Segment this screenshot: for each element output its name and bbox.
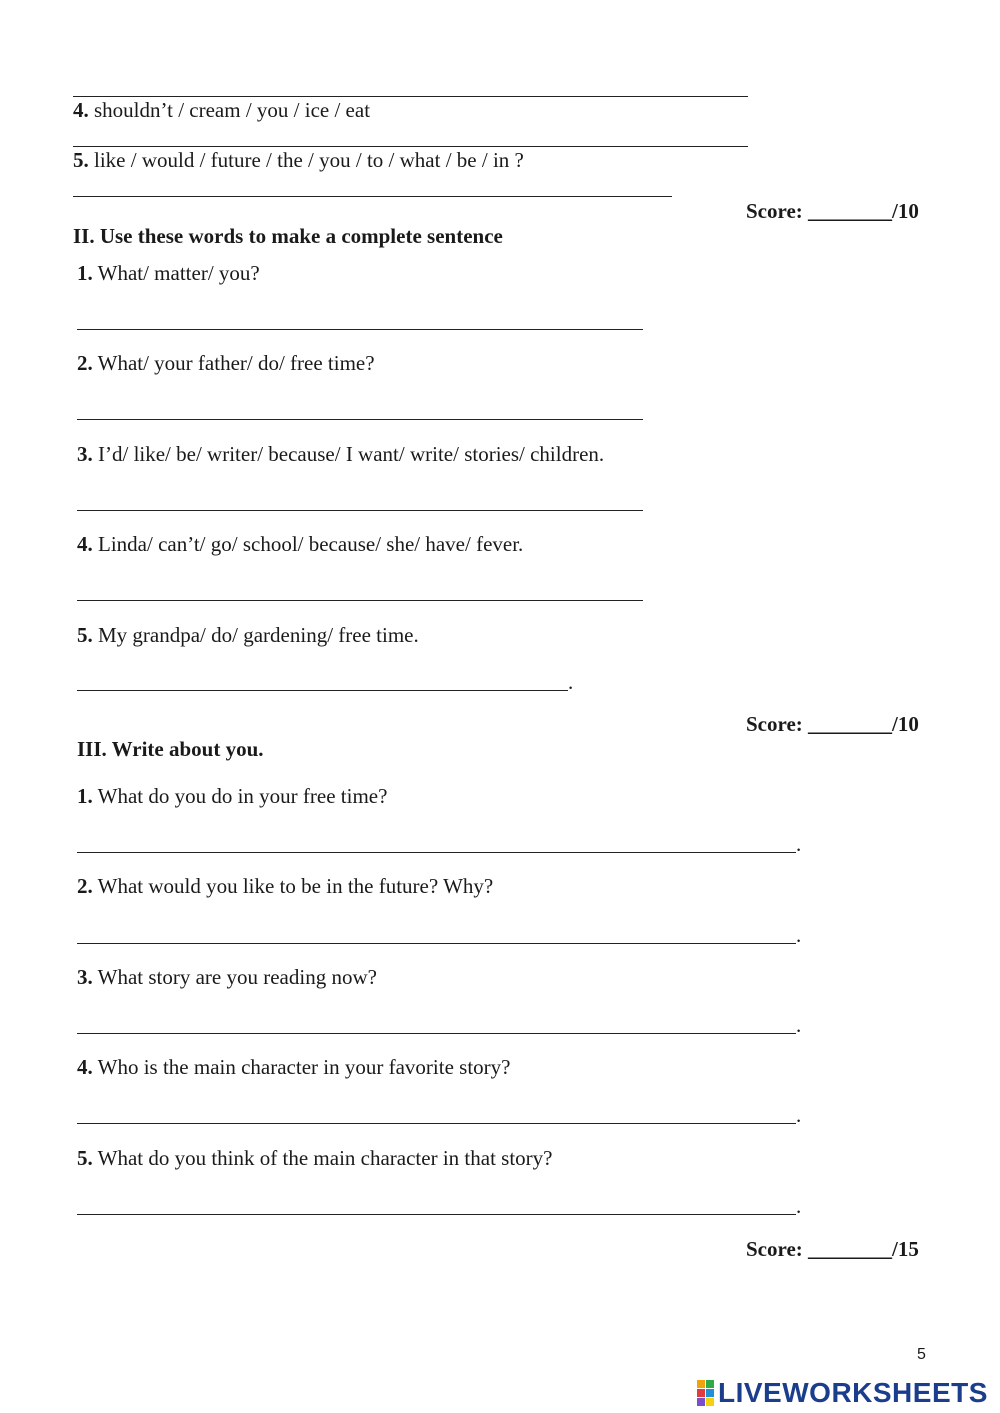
question-item-2-4: [77, 532, 523, 556]
logo-square: [697, 1398, 705, 1406]
answer-line[interactable]: [77, 600, 643, 601]
question-text: What would you like to be in the future? Why?: [92, 874, 494, 898]
question-text: Who is the main character in your favorite story?: [92, 1055, 511, 1079]
question-number: 4.: [73, 98, 89, 122]
question-text: shouldn’t / cream / you / ice / eat: [88, 98, 371, 122]
question-number: 2.: [77, 351, 93, 375]
liveworksheets-logo: [697, 1378, 988, 1408]
answer-line[interactable]: [73, 96, 748, 97]
question-number: 1.: [77, 261, 93, 285]
question-number: 3.: [77, 442, 93, 466]
answer-line-period: .: [796, 832, 802, 856]
answer-line[interactable]: [77, 943, 796, 944]
answer-line[interactable]: [77, 852, 796, 853]
answer-line[interactable]: [77, 1123, 796, 1124]
question-text: What/ your father/ do/ free time?: [92, 351, 375, 375]
question-text: Linda/ can’t/ go/ school/ because/ she/ have/ fever.: [92, 532, 524, 556]
question-text: What story are you reading now?: [92, 965, 377, 989]
question-item-1-4: [73, 98, 370, 122]
question-text: like / would / future / the / you / to / what / be / in ?: [88, 148, 524, 172]
question-text: What/ matter/ you?: [92, 261, 260, 285]
score-section-2: Score: ________/10: [746, 712, 919, 736]
answer-line-period: .: [796, 1013, 802, 1037]
answer-line[interactable]: [77, 329, 643, 330]
logo-square: [706, 1380, 714, 1388]
page-number: 5: [917, 1346, 926, 1363]
question-item-1-5: [73, 148, 524, 172]
logo-square: [697, 1380, 705, 1388]
answer-line[interactable]: [73, 196, 672, 197]
answer-line-period: .: [568, 670, 574, 694]
question-number: 5.: [73, 148, 89, 172]
answer-line[interactable]: [77, 510, 643, 511]
question-text: My grandpa/ do/ gardening/ free time.: [92, 623, 419, 647]
logo-squares-icon: [697, 1380, 714, 1406]
question-item-2-1: [77, 261, 260, 285]
question-text: What do you do in your free time?: [92, 784, 388, 808]
question-item-3-3: [77, 965, 377, 989]
question-item-3-4: [77, 1055, 510, 1079]
answer-line-period: .: [796, 923, 802, 947]
question-item-3-5: [77, 1146, 552, 1170]
question-number: 1.: [77, 784, 93, 808]
question-item-2-5: [77, 623, 419, 647]
question-text: What do you think of the main character in that story?: [92, 1146, 553, 1170]
section-3-heading: III. Write about you.: [77, 737, 264, 761]
score-section-1: Score: ________/10: [746, 199, 919, 223]
logo-square: [706, 1389, 714, 1397]
answer-line[interactable]: [77, 1214, 796, 1215]
question-number: 2.: [77, 874, 93, 898]
question-number: 5.: [77, 623, 93, 647]
question-text: I’d/ like/ be/ writer/ because/ I want/ write/ stories/ children.: [92, 442, 605, 466]
answer-line-period: .: [796, 1194, 802, 1218]
question-item-3-2: [77, 874, 493, 898]
answer-line[interactable]: [77, 1033, 796, 1034]
score-section-3: Score: ________/15: [746, 1237, 919, 1261]
question-item-2-2: [77, 351, 375, 375]
answer-line-period: .: [796, 1103, 802, 1127]
question-item-3-1: [77, 784, 387, 808]
question-number: 4.: [77, 1055, 93, 1079]
answer-line[interactable]: [77, 690, 568, 691]
question-number: 4.: [77, 532, 93, 556]
answer-line[interactable]: [73, 146, 748, 147]
answer-line[interactable]: [77, 419, 643, 420]
question-number: 3.: [77, 965, 93, 989]
section-2-heading: II. Use these words to make a complete sentence: [73, 224, 503, 248]
logo-square: [706, 1398, 714, 1406]
question-item-2-3: [77, 442, 604, 466]
logo-square: [697, 1389, 705, 1397]
brand-name: LIVEWORKSHEETS: [718, 1377, 988, 1408]
question-number: 5.: [77, 1146, 93, 1170]
